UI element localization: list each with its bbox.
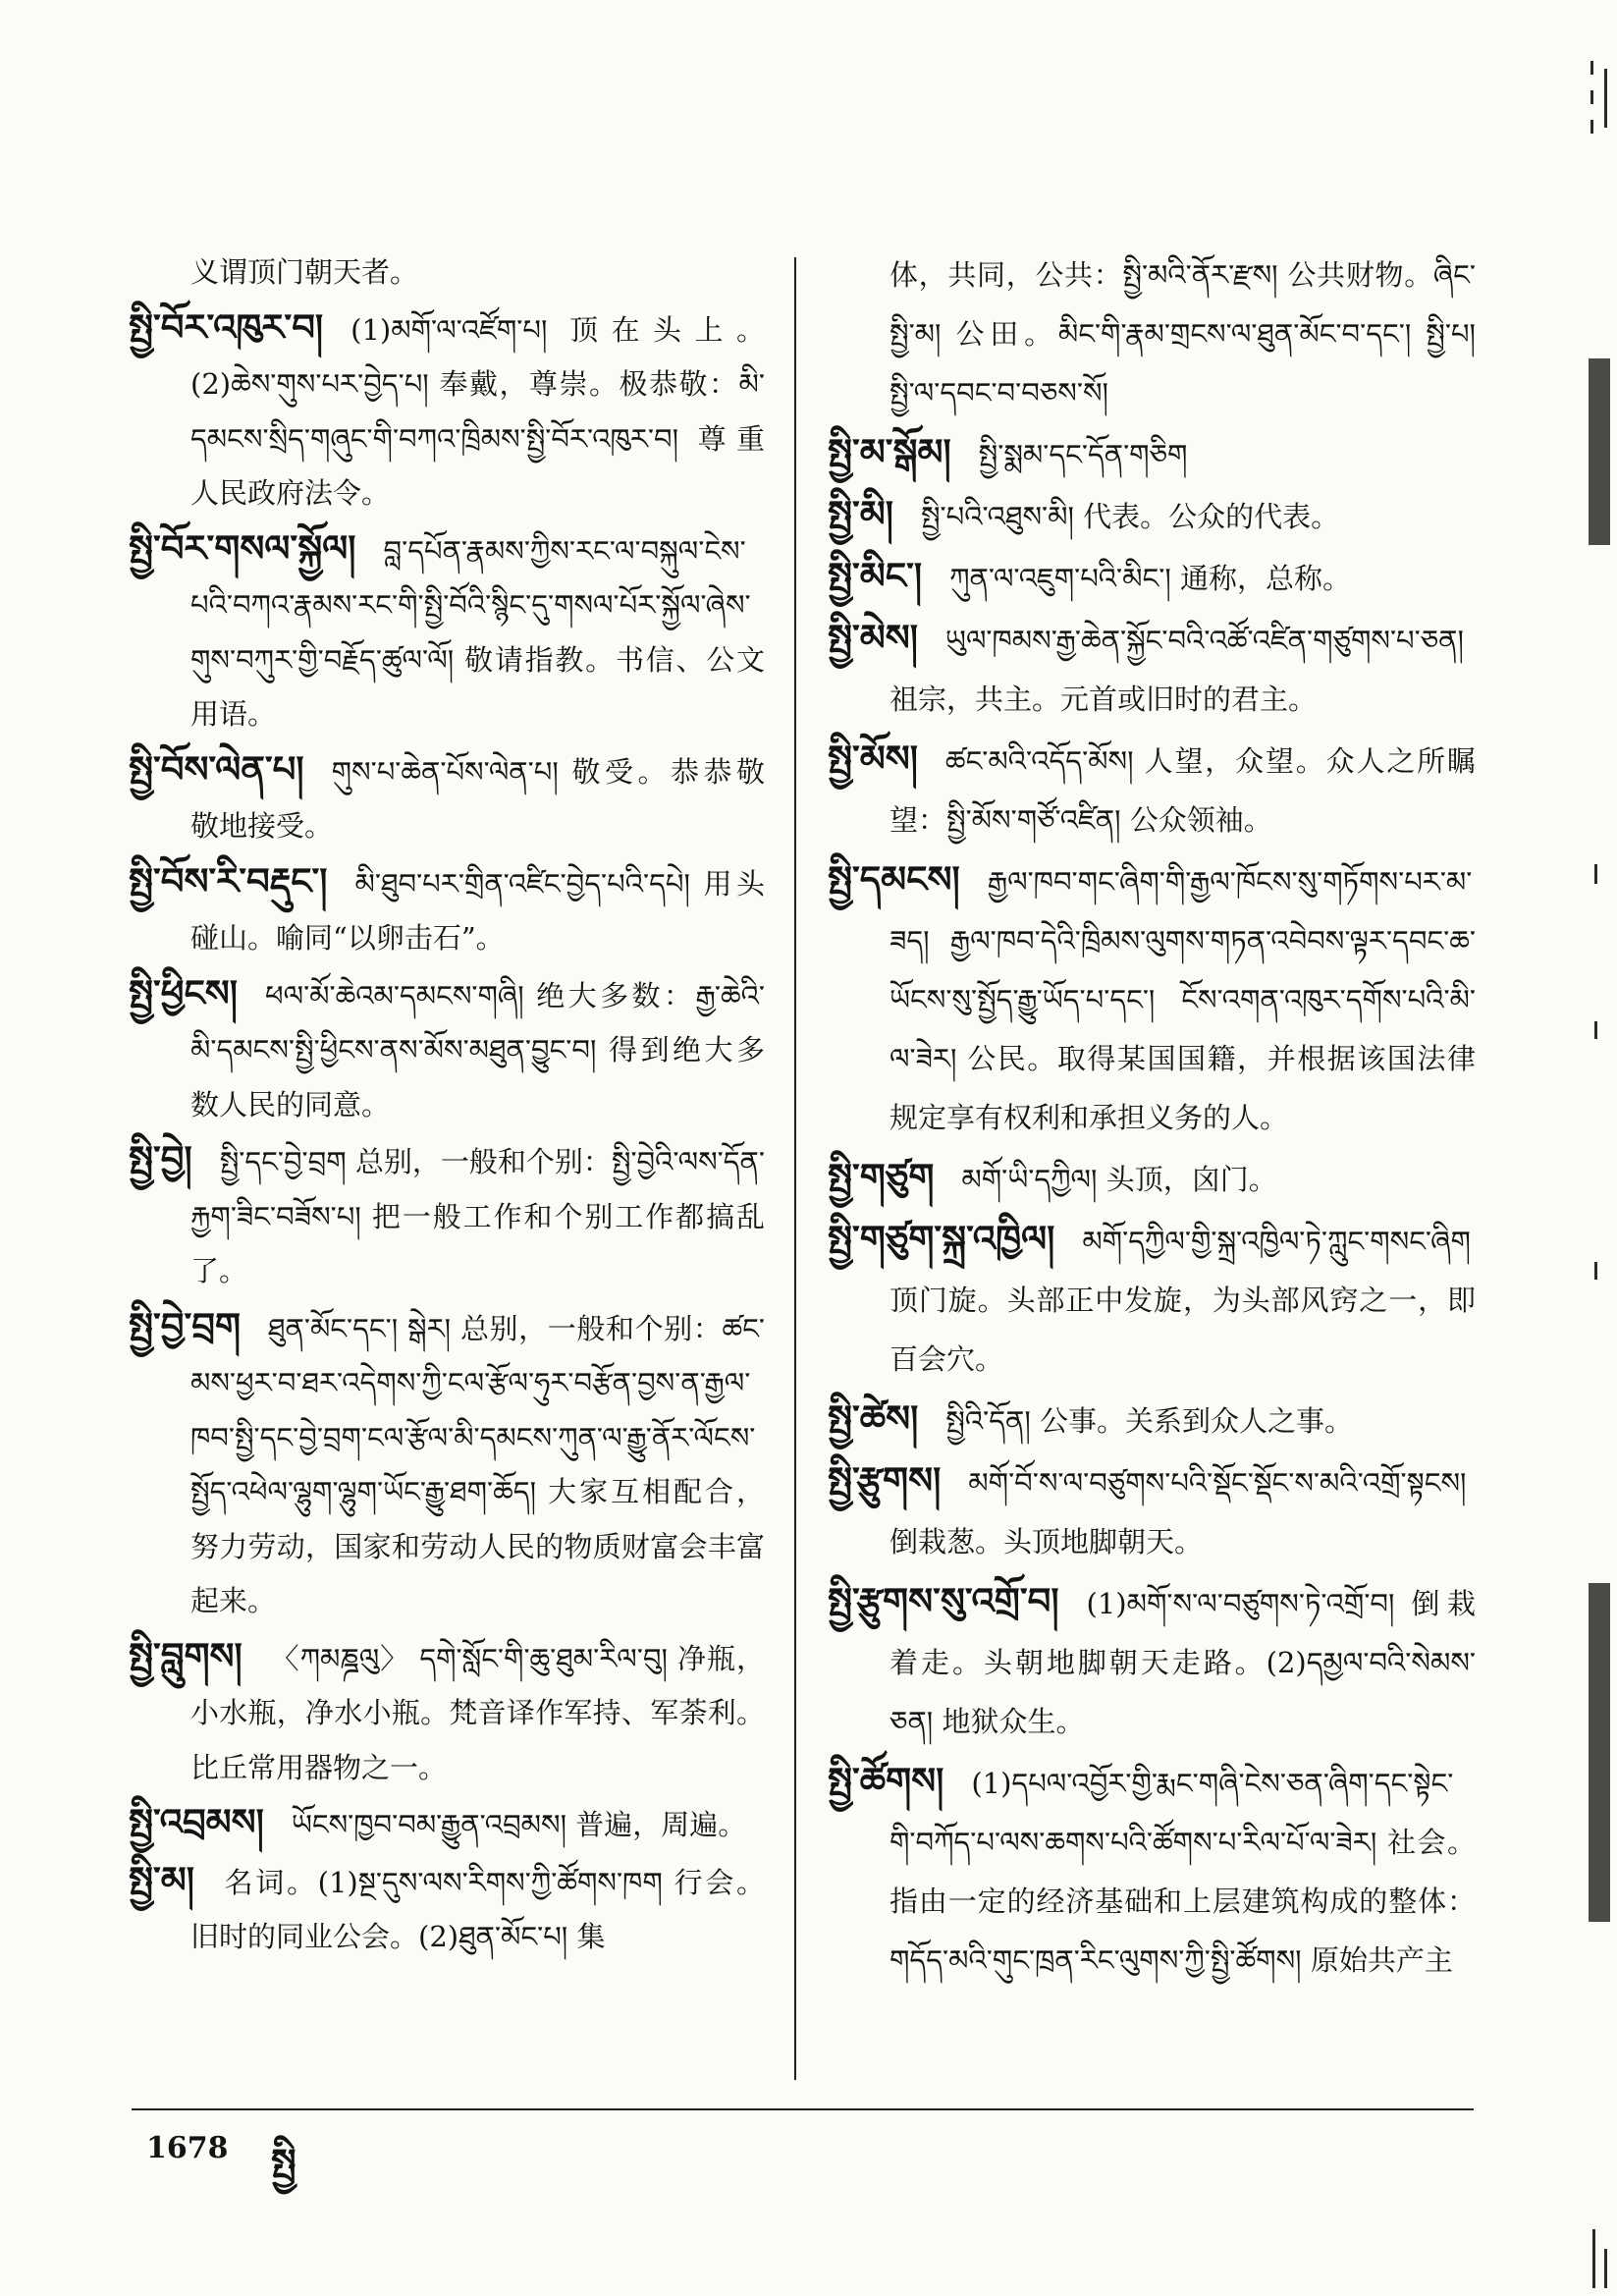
definition: ཡོངས་ཁྱབ་བམ་རྒྱུན་འབྲམས། 普遍，周遍。 — [291, 1808, 747, 1841]
dictionary-entry — [129, 742, 765, 854]
definition: མགོ་དཀྱིལ་གྱི་སྐྲ་འཁྱིལ་ཏེ་ཀླུང་གསང་ཞིག 顶门旋。头部正中发旋，为头部风窍之一，即百会穴。 — [889, 1225, 1476, 1376]
dictionary-entry — [828, 1571, 1476, 1751]
headword: སྤྱི་མེས། — [828, 616, 918, 659]
scan-edge-mark — [1589, 358, 1610, 545]
headword: སྤྱི་བོར་འཁུར་བ། — [129, 304, 324, 349]
headword: སྤྱི་གཙུག — [828, 1155, 935, 1198]
definition: (1)དཔལ་འབྱོར་གྱི་རྨང་གཞི་ངེས་ཅན་ཞིག་དང་སྟེང་གི་བཀོད་པ་ལས་ཆགས་པའི་ཚོགས་པ་རིལ་པོ་ལ་ཟེར། 社会。指由一定的经济基础和上层建筑构成的整体：གདོད་མའི་གུང་ཁྲན་རིང་ལུགས་ཀྱི་སྤྱི་ཚོགས། 原始共产主 — [889, 1767, 1476, 1977]
headword: སྤྱི་བོར་གསལ་སྐྱོལ། — [129, 525, 356, 570]
scan-edge-mark — [1604, 2249, 1607, 2288]
left-column — [129, 246, 765, 2092]
definition: ཕལ་མོ་ཆེའམ་དམངས་གཞི། 绝大多数：རྒྱ་ཆེའི་མི་དམངས་སྤྱི་ཕྱིངས་ནས་མོས་མཐུན་བྱུང་བ། 得到绝大多数人民的同意。 — [190, 978, 765, 1121]
dictionary-entry — [828, 1751, 1476, 1990]
headword: སྤྱི་བོས་རི་བརྡུང་། — [129, 858, 328, 902]
headword: སྤྱི་མོས། — [828, 737, 918, 780]
continuation-text: 体，共同，公共：སྤྱི་མའི་ནོར་རྫས། 公共财物。ཞིང་སྤྱི་མ། 公田。མིང་གི་རྣམ་གྲངས་ལ་ཐུན་མོང་བ་དང་། སྤྱི་པ། སྤྱི་ལ་དབང་བ་བཅས་སོ། — [889, 258, 1476, 410]
dictionary-entry — [828, 1450, 1476, 1571]
definition: སྤྱི་པའི་འཐུས་མི། 代表。公众的代表。 — [920, 500, 1340, 533]
headword: སྤྱི་རྩུགས། — [828, 1458, 942, 1502]
headword: སྤྱི་དམངས། — [828, 857, 960, 901]
definition: སྤྱི་སྨམ་དང་དོན་གཅིག — [978, 438, 1188, 471]
continuation-text: 义谓顶门朝天者。 — [190, 255, 419, 289]
dictionary-entry — [129, 1132, 765, 1299]
scan-edge-mark — [1592, 2229, 1595, 2288]
dictionary-entry — [828, 484, 1476, 546]
dictionary-entry — [828, 729, 1476, 849]
definition: མགོ་ཡི་དཀྱིལ། 头顶，囟门。 — [961, 1163, 1277, 1196]
headword: སྤྱི་ཕྱིངས། — [129, 970, 238, 1014]
dictionary-entry — [828, 1147, 1476, 1209]
page-number: 1678 — [146, 2131, 229, 2165]
dictionary-entry — [828, 546, 1476, 608]
headword: སྤྱི་བྱེ་བྲག — [129, 1303, 241, 1347]
definition: བླ་དཔོན་རྣམས་ཀྱིས་རང་ལ་བསྐུལ་ངེས་པའི་བཀའ་རྣམས་རང་གི་སྤྱི་བོའི་སྙིང་དུ་གསལ་པོར་སྐྱོལ་ཞེས་གུས་བཀུར་གྱི་བརྗོད་ཚུལ་ལོ། 敬请指教。书信、公文用语。 — [190, 533, 765, 731]
dictionary-entry — [129, 1795, 765, 1853]
right-column — [828, 246, 1476, 2092]
dictionary-entry — [828, 608, 1476, 729]
scan-edge-mark — [1590, 120, 1593, 134]
dictionary-entry — [129, 1853, 765, 1965]
scan-edge-mark — [1594, 1262, 1597, 1280]
definition: ཡུལ་ཁམས་རྒྱ་ཆེན་སྐྱོང་བའི་འཚོ་འཛིན་གཙུགས་པ་ཅན། 祖宗，共主。元首或旧时的君主。 — [889, 624, 1464, 716]
scan-edge-mark — [1594, 864, 1597, 884]
definition: ཚང་མའི་འདོད་མོས། 人望，众望。众人之所瞩望：སྤྱི་མོས་གཙོ་འཛིན། 公众领袖。 — [889, 744, 1476, 837]
definition: གུས་པ་ཆེན་པོས་ལེན་པ། 敬受。恭恭敬敬地接受。 — [190, 754, 765, 843]
headword: སྤྱི་མ། — [129, 1857, 194, 1901]
running-head: སྤྱི — [271, 2140, 296, 2184]
definition: 〈ཀམཎྜལུ〉 དགེ་སློང་གི་ཆུ་ཐུམ་རིལ་བུ། 净瓶，小水瓶，净水小瓶。梵音译作军持、军荼利。比丘常用器物之一。 — [190, 1641, 765, 1784]
dictionary-entry — [828, 1389, 1476, 1450]
dictionary-entry — [129, 301, 765, 521]
definition: རྒྱལ་ཁབ་གང་ཞིག་གི་རྒྱལ་ཁོངས་སུ་གཏོགས་པར་མ་ཟད། རྒྱལ་ཁབ་དེའི་ཁྲིམས་ལུགས་གཏན་འབེབས་ལྟར་དབང་ཆ་ཡོངས་སུ་སྤྱོད་རྒྱུ་ཡོད་པ་དང་། ངོས་འགན་འཁུར་དགོས་པའི་མི་ལ་ཟེར། 公民。取得某国国籍，并根据该国法律规定享有权利和承担义务的人。 — [889, 865, 1476, 1134]
headword: སྤྱི་མིང་། — [828, 554, 923, 597]
headword: སྤྱི་འབྲམས། — [129, 1800, 264, 1843]
scan-edge-mark — [1594, 1021, 1597, 1039]
definition: སྤྱིའི་དོན། 公事。关系到众人之事。 — [945, 1404, 1354, 1438]
definition: མགོ་བོ་ས་ལ་བཙུགས་པའི་སྡོང་སྡོང་ས་མའི་འགྲོ་སྟངས། 倒栽葱。头顶地脚朝天。 — [889, 1466, 1467, 1558]
definition: སྤྱི་དང་བྱེ་བྲག 总别，一般和个别：སྤྱི་བྱེའི་ལས་དོན་རྐྱག་ཟིང་བཟོས་པ། 把一般工作和个别工作都搞乱了。 — [190, 1145, 765, 1287]
definition: 名词。(1)སྔ་དུས་ལས་རིགས་ཀྱི་ཚོགས་ཁག 行会。旧时的同业公会。(2)ཐུན་མོང་པ། 集 — [190, 1865, 765, 1953]
footer-rule — [132, 2108, 1474, 2110]
scan-edge-mark — [1590, 90, 1593, 104]
definition: ཀུན་ལ་འཇུག་པའི་མིང་། 通称，总称。 — [949, 562, 1351, 595]
headword: སྤྱི་བྱེ། — [129, 1137, 192, 1180]
dictionary-entry — [129, 1299, 765, 1629]
headword: སྤྱི་མ་སྒོམ། — [828, 430, 951, 473]
dictionary-entry — [129, 854, 765, 966]
definition: (1)མགོ་ལ་འཛོག་པ། 顶在头上。(2)ཆེས་གུས་པར་བྱེད་པ། 奉戴，尊崇。极恭敬：མི་དམངས་སྲིད་གཞུང་གི་བཀའ་ཁྲིམས་སྤྱི་བོར་འཁུར་བ། 尊重人民政府法令。 — [190, 312, 765, 510]
dictionary-entry — [828, 422, 1476, 484]
scan-edge-mark — [1604, 69, 1607, 128]
headword: སྤྱི་ཚེས། — [828, 1396, 919, 1440]
headword: སྤྱི་ཚོགས། — [828, 1759, 944, 1802]
scan-edge-mark — [1589, 1583, 1610, 1922]
dictionary-entry — [828, 849, 1476, 1147]
dictionary-entry — [129, 966, 765, 1133]
dictionary-entry — [828, 1209, 1476, 1389]
dictionary-entry — [129, 521, 765, 742]
column-divider — [794, 257, 796, 2080]
headword: སྤྱི་བླུགས། — [129, 1633, 243, 1677]
definition: མི་ཐུབ་པར་གྲིན་འཛིང་བྱེད་པའི་དཔེ། 用头碰山。喻同“以卵击石”。 — [190, 866, 765, 955]
definition: ཐུན་མོང་དང་། སྒེར། 总别，一般和个别：ཚང་མས་ཕྱར་བ་ཐར་འདེགས་ཀྱི་ངལ་རྩོལ་ཧུར་བརྩོན་བྱས་ན་རྒྱལ་ཁབ་སྤྱི་དང་བྱེ་བྲག་ངལ་རྩོལ་མི་དམངས་ཀུན་ལ་རྒྱུ་ནོར་ལོངས་སྤྱོད་འཕེལ་ལྷུག་ལྷུག་ཡོང་རྒྱུ་ཐག་ཆོད། 大家互相配合，努力劳动，国家和劳动人民的物质财富会丰富起来。 — [190, 1311, 765, 1617]
headword: སྤྱི་མི། — [828, 492, 893, 535]
headword: སྤྱི་གཙུག་སྐྲ་འཁྱིལ། — [828, 1217, 1055, 1260]
headword: སྤྱི་བོས་ལེན་པ། — [129, 746, 304, 791]
dictionary-entry — [129, 1629, 765, 1796]
scan-edge-mark — [1590, 61, 1593, 75]
headword: སྤྱི་རྩུགས་སུ་འགྲོ་བ། — [828, 1579, 1059, 1622]
definition: (1)མགོ་ས་ལ་བཙུགས་ཏེ་འགྲོ་བ། 倒栽着走。头朝地脚朝天走路。(2)དམྱལ་བའི་སེམས་ཅན། 地狱众生。 — [889, 1587, 1476, 1738]
